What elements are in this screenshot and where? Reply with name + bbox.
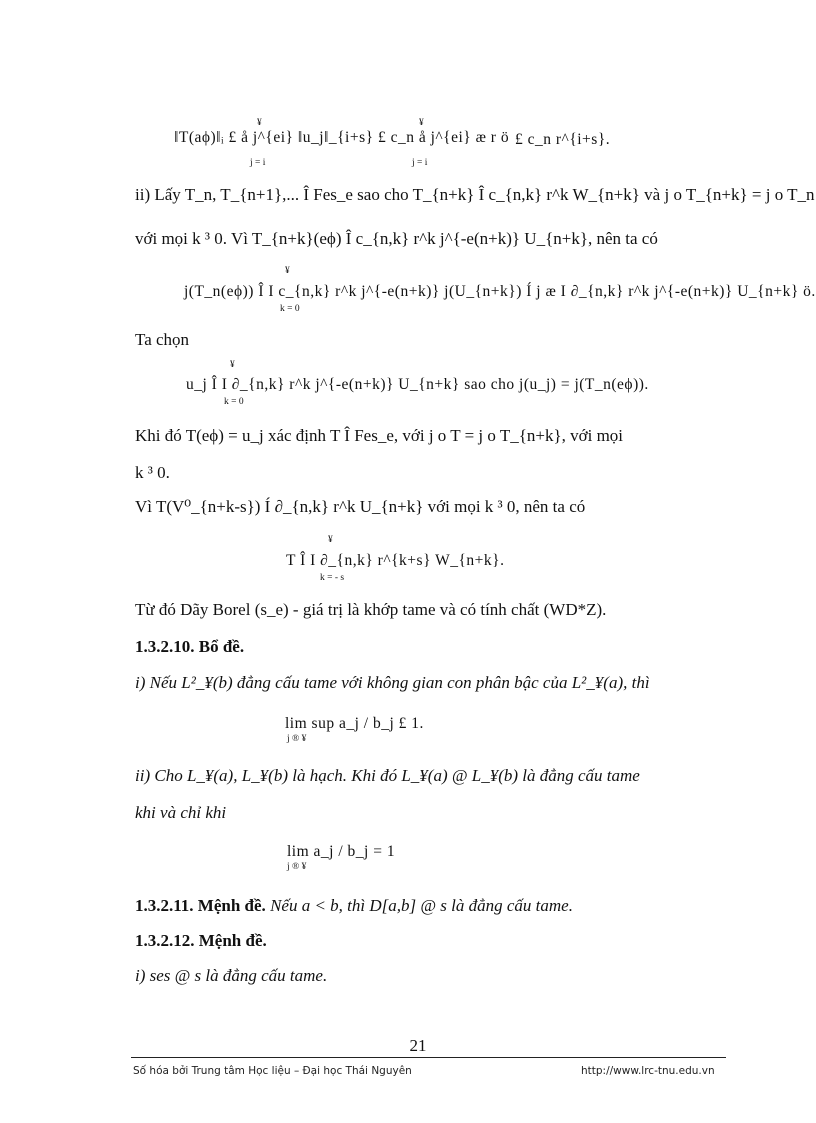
ta-chon-text: Ta chọn: [135, 330, 190, 349]
section-1-3-2-11-body: Nếu a < b, thì D[a,b] @ s là đẳng cấu tame.: [270, 896, 573, 915]
equation-2-sub: k = 0: [280, 304, 300, 314]
vi-line: Vì T(V⁰_{n+k-s}) Í ∂_{n,k} r^k U_{n+k} với mọi k ³ 0, nên ta có: [135, 497, 586, 516]
khi-do-line-2: k ³ 0.: [135, 463, 170, 482]
khi-do-line-1: Khi đó T(eϕ) = u_j xác định T Î Fes_e, với j o T = j o T_{n+k}, với mọi: [135, 426, 624, 445]
footer-divider: [131, 1057, 726, 1058]
equation-3-main: u_j Î I ∂_{n,k} r^k j^{-e(n+k)} U_{n+k} sao cho j(u_j) = j(T_n(eϕ)).: [186, 376, 649, 393]
equation-4-sub: k = - s: [320, 573, 345, 583]
bo-de-ii-line-2: khi và chỉ khi: [135, 803, 227, 822]
bo-de-ii-line-1: ii) Cho L_¥(a), L_¥(b) là hạch. Khi đó L_¥(a) @ L_¥(b) là đẳng cấu tame: [135, 766, 640, 785]
menh-de-i: i) ses @ s là đẳng cấu tame.: [135, 966, 328, 985]
para-ii-line-1: ii) Lấy T_n, T_{n+1},... Î Fes_e sao cho T_{n+k} Î c_{n,k} r^k W_{n+k} và j o T_{n+k} = j o T_n: [135, 185, 815, 204]
equation-2-main: j(T_n(eϕ)) Î I c_{n,k} r^k j^{-e(n+k)} j(U_{n+k}) Í j æ I ∂_{n,k} r^k j^{-e(n+k)} U_{n+k} ö.: [184, 283, 816, 300]
footer-left-text: Số hóa bởi Trung tâm Học liệu – Đại học Thái Nguyên: [133, 1065, 412, 1077]
page-number: 21: [409, 1036, 427, 1055]
equation-3-sup: ¥: [230, 360, 235, 370]
equation-3-sub: k = 0: [224, 397, 244, 407]
section-heading-1-3-2-10: 1.3.2.10. Bổ đề.: [135, 637, 245, 656]
lim-expr: lim a_j / b_j = 1: [287, 843, 396, 860]
footer-url[interactable]: http://www.lrc-tnu.edu.vn: [581, 1065, 715, 1077]
equation-1-sub-1: j = i: [250, 158, 266, 168]
lim-sup-sub: j ® ¥: [287, 734, 307, 744]
equation-4-sup: ¥: [328, 535, 333, 545]
section-heading-1-3-2-11: 1.3.2.11. Mệnh đề.: [135, 896, 266, 915]
equation-1-tail: £ c_n r^{i+s}.: [515, 131, 611, 148]
bo-de-i: i) Nếu L²_¥(b) đẳng cấu tame với không gian con phân bậc của L²_¥(a), thì: [135, 673, 650, 692]
equation-1-sup-1: ¥: [257, 118, 262, 128]
tu-do-line: Từ đó Dãy Borel (s_e) - giá trị là khớp tame và có tính chất (WD*Z).: [135, 600, 607, 619]
equation-2-sup: ¥: [285, 266, 290, 276]
lim-sub: j ® ¥: [287, 862, 307, 872]
para-ii-line-2: với mọi k ³ 0. Vì T_{n+k}(eϕ) Î c_{n,k} r^k j^{-e(n+k)} U_{n+k}, nên ta có: [135, 229, 658, 248]
lim-sup-expr: lim sup a_j / b_j £ 1.: [285, 715, 424, 732]
equation-1-main: ‖T(aϕ)‖ᵢ £ å j^{ei} ‖u_j‖_{i+s} £ c_n å j^{ei} æ r ö: [174, 129, 510, 146]
equation-1-sub-2: j = i: [412, 158, 428, 168]
equation-4-main: T Î I ∂_{n,k} r^{k+s} W_{n+k}.: [286, 552, 505, 569]
section-heading-1-3-2-12: 1.3.2.12. Mệnh đề.: [135, 931, 267, 950]
equation-1-sup-2: ¥: [419, 118, 424, 128]
section-1-3-2-11: [135, 897, 573, 914]
